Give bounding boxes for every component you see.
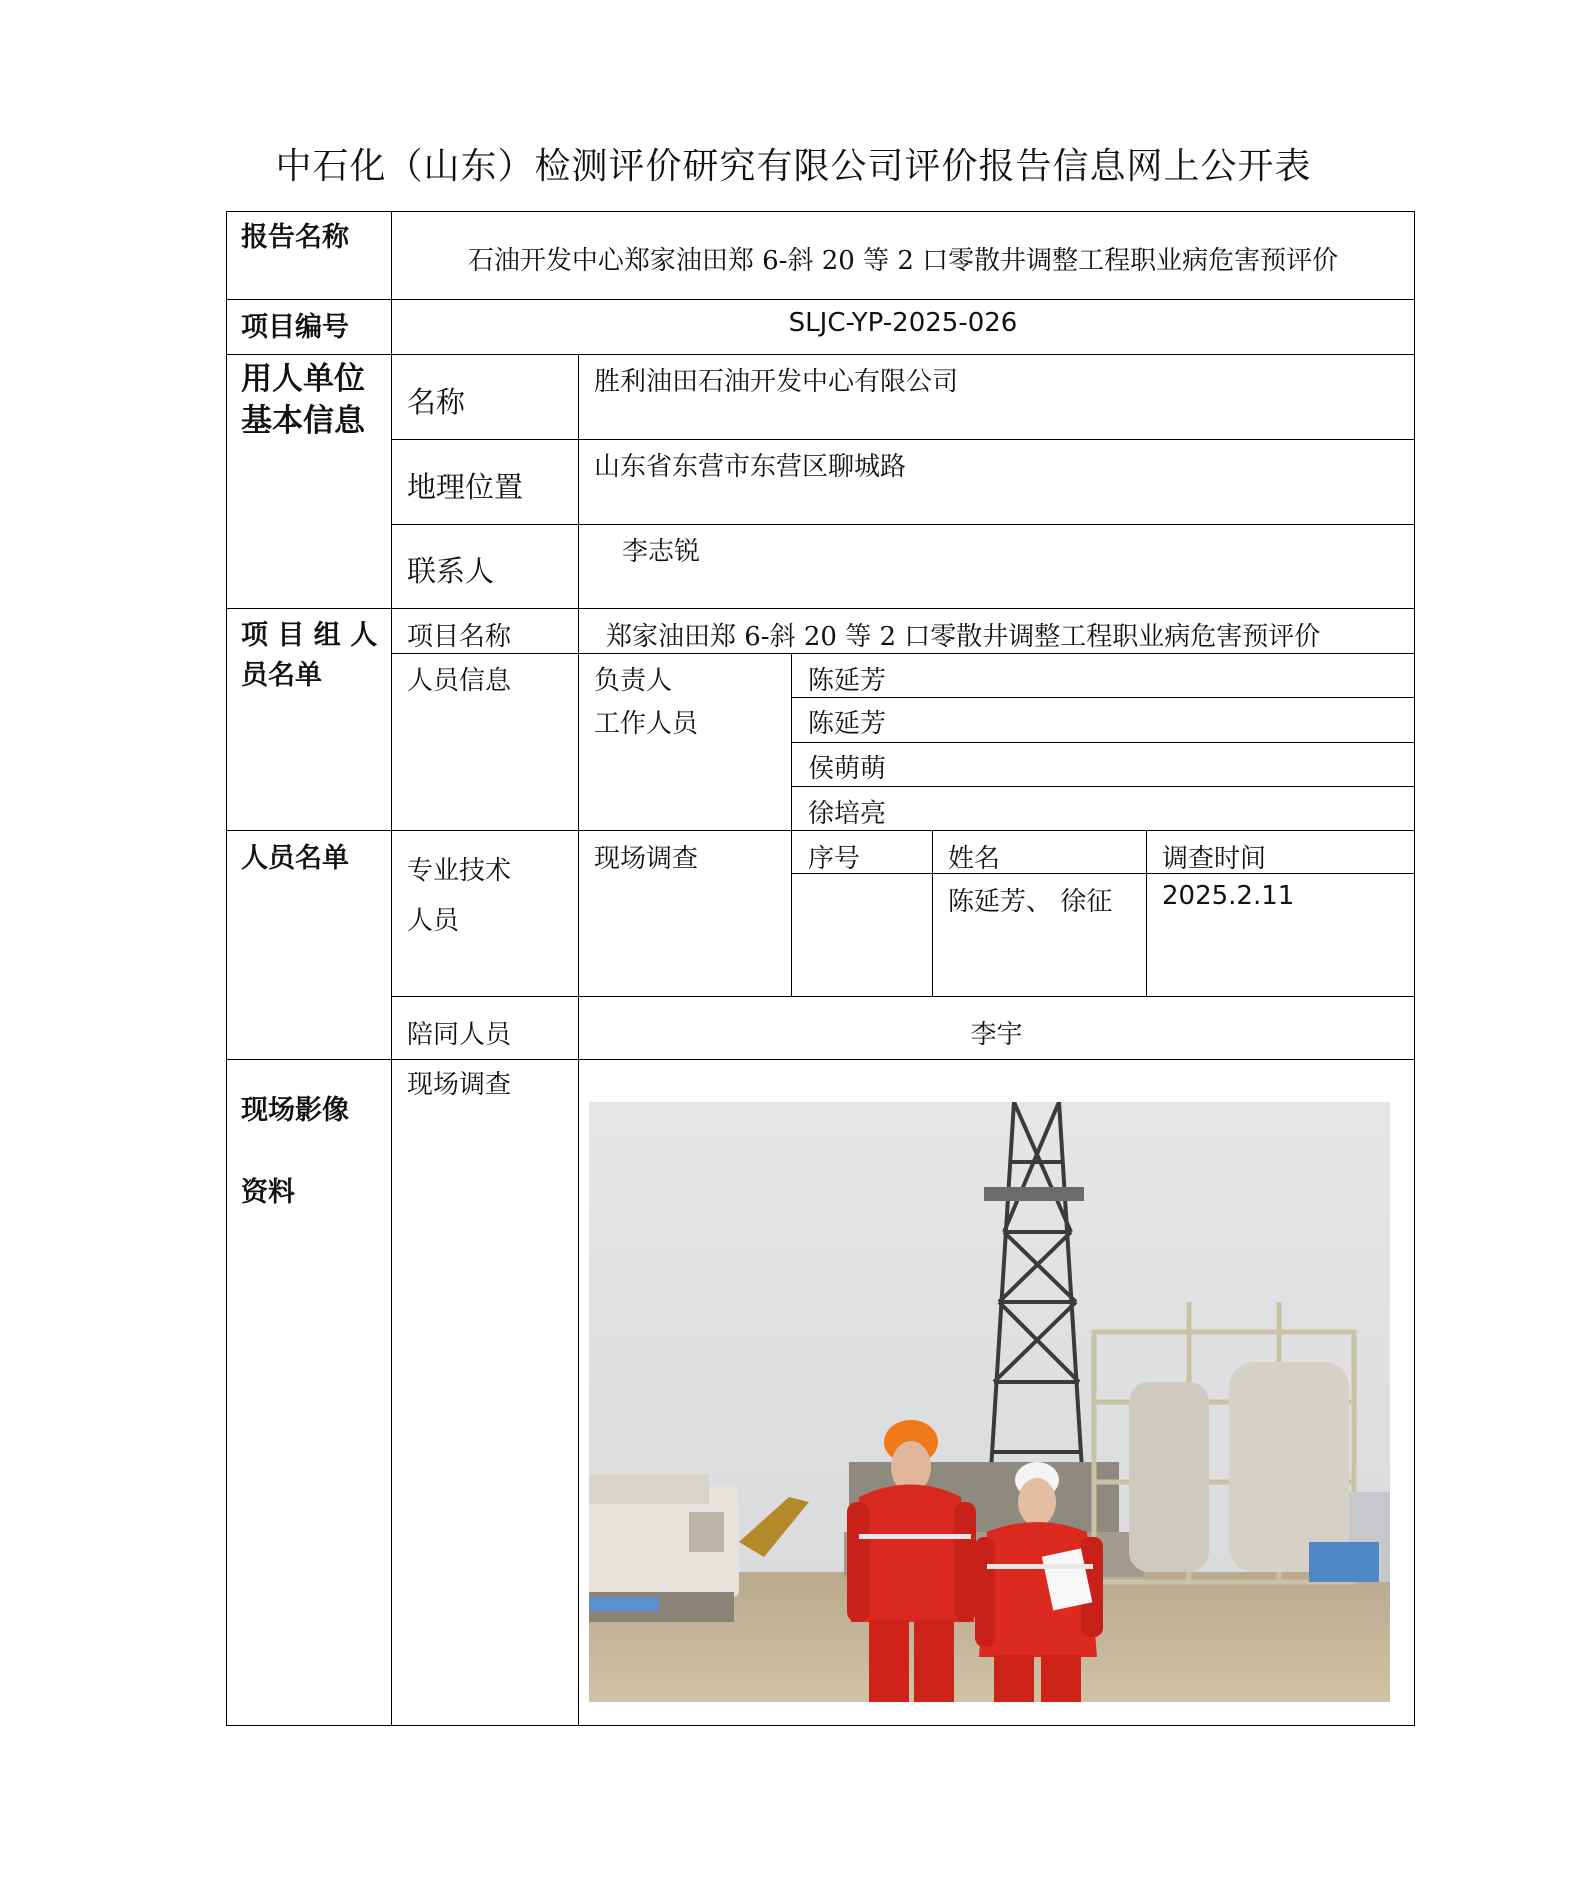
page-title: 中石化（山东）检测评价研究有限公司评价报告信息网上公开表	[275, 146, 1312, 187]
employer-label-line2: 基本信息	[241, 403, 365, 439]
report-name-value: 石油开发中心郑家油田郑 6-斜 20 等 2 口零散井调整工程职业病危害预评价	[467, 246, 1339, 276]
images-survey-label: 现场调查	[407, 1070, 512, 1100]
report-name-label: 报告名称	[241, 222, 349, 253]
team-staff-label: 工作人员	[594, 709, 699, 739]
team-staff-member: 侯萌萌	[808, 754, 887, 784]
images-label-line2: 资料	[241, 1177, 295, 1208]
tech-label-line2: 人员	[407, 906, 460, 936]
accompany-value: 李宇	[970, 1020, 1023, 1050]
personnel-section-label: 人员名单	[241, 843, 349, 874]
team-project-value: 郑家油田郑 6-斜 20 等 2 口零散井调整工程职业病危害预评价	[606, 622, 1321, 652]
team-info-label: 人员信息	[407, 666, 512, 696]
team-lead-value: 陈延芳	[808, 666, 887, 696]
employer-location-label: 地理位置	[407, 470, 524, 504]
employer-location-value: 山东省东营市东营区聊城路	[594, 452, 907, 482]
col-header-no: 序号	[808, 844, 861, 874]
tech-staff-label	[407, 846, 511, 946]
col-header-name: 姓名	[948, 844, 1001, 874]
col-header-time: 调查时间	[1162, 844, 1267, 874]
employer-label-line1: 用人单位	[241, 361, 365, 397]
team-project-label: 项目名称	[407, 622, 512, 652]
employer-section-label	[241, 358, 365, 442]
site-survey-photo	[589, 1102, 1390, 1702]
team-label-line2: 员名单	[241, 660, 322, 691]
images-label-line1: 现场影像	[241, 1095, 349, 1126]
team-section-label	[241, 616, 377, 696]
accompany-label: 陪同人员	[407, 1020, 512, 1050]
employer-contact-value: 李志锐	[622, 537, 701, 567]
project-code-value: SLJC-YP-2025-026	[788, 308, 1018, 338]
survey-row-time: 2025.2.11	[1162, 881, 1295, 911]
team-staff-member: 陈延芳	[808, 709, 887, 739]
survey-row-name: 陈延芳、 徐征	[948, 887, 1113, 917]
team-staff-member: 徐培亮	[808, 799, 887, 829]
survey-label: 现场调查	[594, 844, 699, 874]
employer-name-label: 名称	[407, 385, 466, 419]
team-label-line1: 项 目 组 人	[241, 620, 378, 651]
tech-label-line1: 专业技术	[407, 856, 512, 886]
project-code-label: 项目编号	[241, 312, 349, 343]
employer-name-value: 胜利油田石油开发中心有限公司	[594, 367, 959, 397]
team-lead-label: 负责人	[594, 666, 673, 696]
employer-contact-label: 联系人	[407, 554, 495, 588]
pickup-truck	[589, 1474, 739, 1622]
